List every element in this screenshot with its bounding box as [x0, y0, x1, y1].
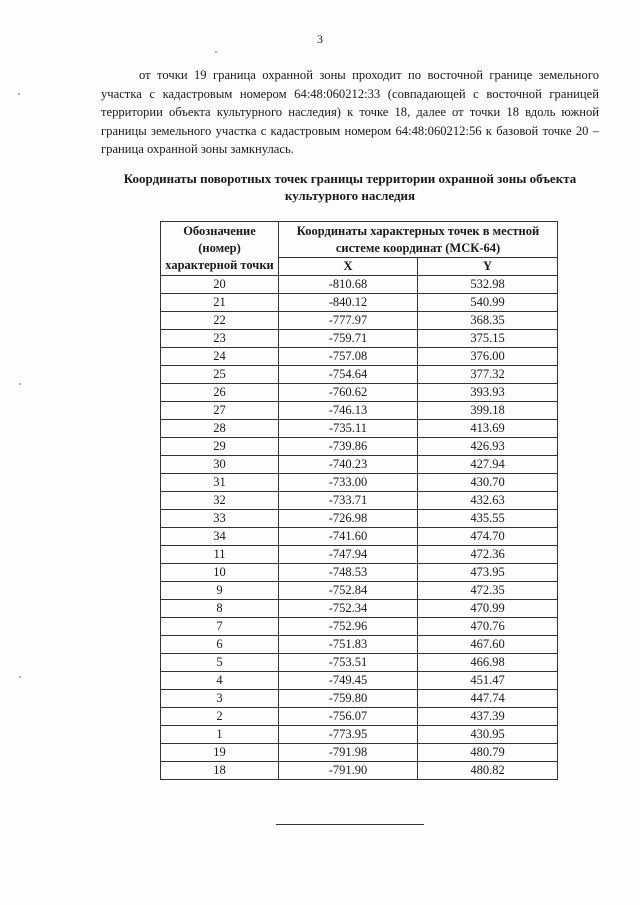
- y-cell: 474.70: [418, 528, 558, 546]
- x-cell: -747.94: [279, 546, 418, 564]
- y-cell: 472.35: [418, 582, 558, 600]
- x-cell: -752.34: [279, 600, 418, 618]
- end-rule: [276, 824, 424, 825]
- table-row: [161, 762, 558, 780]
- table-row: [161, 276, 558, 294]
- y-cell: 427.94: [418, 456, 558, 474]
- point-number-cell: 32: [161, 492, 279, 510]
- point-number-cell: 9: [161, 582, 279, 600]
- y-cell: 393.93: [418, 384, 558, 402]
- table-row: [161, 366, 558, 384]
- page-number: 3: [317, 32, 323, 46]
- table-row: [161, 654, 558, 672]
- y-cell: 480.82: [418, 762, 558, 780]
- x-cell: -757.08: [279, 348, 418, 366]
- x-cell: -760.62: [279, 384, 418, 402]
- table-row: [161, 492, 558, 510]
- table-row: [161, 564, 558, 582]
- point-number-cell: 19: [161, 744, 279, 762]
- table-row: [161, 528, 558, 546]
- table-row: [161, 618, 558, 636]
- coordinates-table: [160, 221, 558, 780]
- point-number-cell: 1: [161, 726, 279, 744]
- table-row: [161, 438, 558, 456]
- x-cell: -759.71: [279, 330, 418, 348]
- y-cell: 451.47: [418, 672, 558, 690]
- y-cell: 413.69: [418, 420, 558, 438]
- x-cell: -791.98: [279, 744, 418, 762]
- table-row: [161, 636, 558, 654]
- table-row: [161, 510, 558, 528]
- scan-speck: [19, 676, 21, 678]
- table-row: [161, 600, 558, 618]
- y-cell: 375.15: [418, 330, 558, 348]
- y-cell: 447.74: [418, 690, 558, 708]
- point-number-cell: 31: [161, 474, 279, 492]
- table-row: [161, 726, 558, 744]
- point-number-cell: 7: [161, 618, 279, 636]
- coordinates-header: Координаты характерных точек в местной системе координат (МСК-64): [279, 222, 558, 258]
- table-row: [161, 546, 558, 564]
- y-header: Y: [418, 258, 558, 276]
- table-row: [161, 348, 558, 366]
- table-row: [161, 582, 558, 600]
- x-cell: -759.80: [279, 690, 418, 708]
- point-number-cell: 6: [161, 636, 279, 654]
- y-cell: 426.93: [418, 438, 558, 456]
- table-row: [161, 294, 558, 312]
- y-cell: 473.95: [418, 564, 558, 582]
- x-cell: -749.45: [279, 672, 418, 690]
- point-number-cell: 11: [161, 546, 279, 564]
- x-cell: -751.83: [279, 636, 418, 654]
- y-cell: 430.95: [418, 726, 558, 744]
- x-cell: -733.00: [279, 474, 418, 492]
- y-cell: 437.39: [418, 708, 558, 726]
- y-cell: 376.00: [418, 348, 558, 366]
- point-number-cell: 25: [161, 366, 279, 384]
- point-number-cell: 21: [161, 294, 279, 312]
- scan-speck: [19, 383, 21, 385]
- point-number-cell: 23: [161, 330, 279, 348]
- y-cell: 532.98: [418, 276, 558, 294]
- x-cell: -726.98: [279, 510, 418, 528]
- point-number-cell: 33: [161, 510, 279, 528]
- table-row: [161, 744, 558, 762]
- table-row: [161, 456, 558, 474]
- table-row: [161, 690, 558, 708]
- point-number-cell: 26: [161, 384, 279, 402]
- point-number-cell: 34: [161, 528, 279, 546]
- y-cell: 399.18: [418, 402, 558, 420]
- point-number-cell: 18: [161, 762, 279, 780]
- table-row: [161, 384, 558, 402]
- x-cell: -752.84: [279, 582, 418, 600]
- point-number-cell: 20: [161, 276, 279, 294]
- y-cell: 472.36: [418, 546, 558, 564]
- y-cell: 430.70: [418, 474, 558, 492]
- y-cell: 480.79: [418, 744, 558, 762]
- y-cell: 540.99: [418, 294, 558, 312]
- x-cell: -810.68: [279, 276, 418, 294]
- x-cell: -735.11: [279, 420, 418, 438]
- y-cell: 368.35: [418, 312, 558, 330]
- x-cell: -740.23: [279, 456, 418, 474]
- point-number-cell: 22: [161, 312, 279, 330]
- point-number-cell: 8: [161, 600, 279, 618]
- point-number-header: Обозначение (номер) характерной точки: [161, 222, 279, 276]
- y-cell: 377.32: [418, 366, 558, 384]
- table-row: [161, 420, 558, 438]
- table-row: [161, 402, 558, 420]
- x-header: X: [279, 258, 418, 276]
- point-number-cell: 28: [161, 420, 279, 438]
- coordinates-rows: [161, 276, 558, 780]
- x-cell: -733.71: [279, 492, 418, 510]
- scan-speck: [215, 51, 217, 53]
- x-cell: -739.86: [279, 438, 418, 456]
- table-row: [161, 474, 558, 492]
- table-row: [161, 672, 558, 690]
- point-number-cell: 10: [161, 564, 279, 582]
- point-number-cell: 5: [161, 654, 279, 672]
- table-row: [161, 708, 558, 726]
- table-title: Координаты поворотных точек границы территории охранной зоны объекта культурного наследия: [123, 171, 577, 203]
- scan-speck: [18, 93, 20, 95]
- table-row: [161, 312, 558, 330]
- x-cell: -756.07: [279, 708, 418, 726]
- point-number-cell: 4: [161, 672, 279, 690]
- table-row: [161, 330, 558, 348]
- x-cell: -752.96: [279, 618, 418, 636]
- x-cell: -748.53: [279, 564, 418, 582]
- point-number-cell: 24: [161, 348, 279, 366]
- point-number-cell: 27: [161, 402, 279, 420]
- x-cell: -746.13: [279, 402, 418, 420]
- boundary-description: от точки 19 граница охранной зоны проходит по восточной границе земельного участка с кадастровым номером 64:48:060212:33 (совпадающей с восточной границей территории объекта культурного наследия) к точке 18, далее от точки 18 вдоль южной границы земельного участка с кадастровым номером 64:48:060212:56 к базовой точке 20 – граница охранной зоны замкнулась.: [101, 68, 599, 157]
- point-number-cell: 3: [161, 690, 279, 708]
- x-cell: -754.64: [279, 366, 418, 384]
- x-cell: -753.51: [279, 654, 418, 672]
- y-cell: 466.98: [418, 654, 558, 672]
- x-cell: -840.12: [279, 294, 418, 312]
- point-number-cell: 2: [161, 708, 279, 726]
- y-cell: 470.76: [418, 618, 558, 636]
- point-number-cell: 30: [161, 456, 279, 474]
- y-cell: 432.63: [418, 492, 558, 510]
- point-number-cell: 29: [161, 438, 279, 456]
- y-cell: 435.55: [418, 510, 558, 528]
- y-cell: 467.60: [418, 636, 558, 654]
- x-cell: -741.60: [279, 528, 418, 546]
- x-cell: -777.97: [279, 312, 418, 330]
- y-cell: 470.99: [418, 600, 558, 618]
- x-cell: -791.90: [279, 762, 418, 780]
- x-cell: -773.95: [279, 726, 418, 744]
